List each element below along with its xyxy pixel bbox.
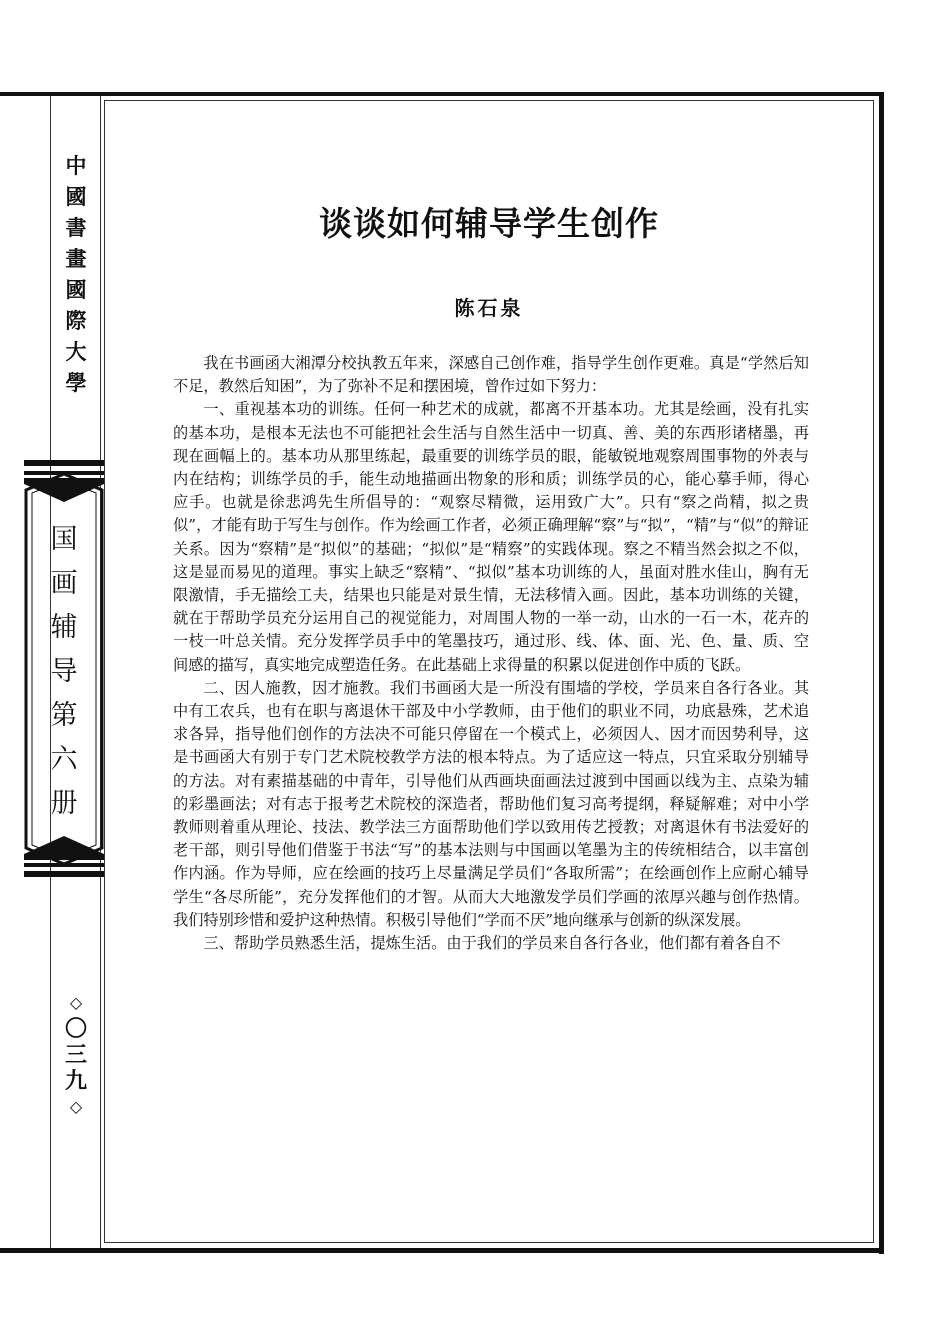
- paragraph: 一、重视基本功的训练。任何一种艺术的成就，都离不开基本功。尤其是绘画，没有扎实的基本功，是根本无法也不可能把社会生活与自然生活中一切真、善、美的东西形诸楮墨，再现在画幅上的。基本功从那里练起，最重要的训练学员的眼，能敏锐地观察周围事物的外表与内在结构；训练学员的手，能生动地描画出物象的形和质；训练学员的心，能心摹手师，得心应手。也就是徐悲鸿先生所倡导的：“观察尽精微，运用致广大”。只有“察之尚精，拟之贵似”，才能有助于写生与创作。作为绘画工作者，必须正确理解“察”与“拟”，“精”与“似”的辩证关系。因为“察精”是“拟似”的基础；“拟似”是“精察”的实践体现。察之不精当然会拟之不似，这是显而易见的道理。事实上缺乏“察精”、“拟似”基本功训练的人，虽面对胜水佳山，胸有无限激情，手无描绘工夫，结果也只能是对景生情，无法移情入画。因此，基本功训练的关键，就在于帮助学员充分运用自己的视觉能力，对周围人物的一举一动，山水的一石一木，花卉的一枝一叶总关情。充分发挥学员手中的笔墨技巧，通过形、线、体、面、光、色、量、质、空间感的描写，真实地完成塑造任务。在此基础上求得量的积累以促进创作中质的飞跃。: [173, 400, 809, 674]
- text-frame-right: [873, 100, 874, 1243]
- page-frame-top: [0, 92, 884, 96]
- school-char: 大: [65, 339, 87, 364]
- school-char: 書: [65, 215, 87, 240]
- banner-char: 画: [50, 568, 78, 599]
- school-char: 國: [65, 184, 87, 209]
- page-number-char: 〇: [64, 1016, 87, 1042]
- page-frame-right: [879, 92, 884, 1254]
- diamond-icon: ◇: [69, 1097, 83, 1116]
- banner-char: 六: [50, 744, 78, 775]
- article-author: 陈石泉: [454, 296, 524, 320]
- school-name: [58, 150, 94, 398]
- text-frame-top: [104, 100, 874, 101]
- paragraph: 二、因人施教，因才施教。我们书画函大是一所没有围墙的学校，学员来自各行各业。其中有工农兵，也有在职与离退休干部及中小学教师，由于他们的职业不同，功底悬殊，艺术追求各异，指导他们创作的方法决不可能只停留在一个模式上，必须因人、因才而因势利导，这是书画函大有别于专门艺术院校教学方法的根本特点。为了适应这一特点，只宜采取分别辅导的方法。对有素描基础的中青年，引导他们从西画块面画法过渡到中国画以线为主、点染为辅的彩墨画法；对有志于报考艺术院校的深造者，帮助他们复习高考提纲，释疑解难；对中小学教师则着重从理论、技法、教学法三方面帮助他们学以致用传艺授教；对离退休有书法爱好的老干部，则引导他们借鉴于书法“写”的基本法则与中国画以笔墨为主的传统相结合，以丰富创作内涵。作为导师，应在绘画的技巧上尽量满足学员们“各取所需”；在绘画创作上应耐心辅导学生“各尽所能”，充分发挥他们的才智。从而大大地激发学员们学画的浓厚兴趣与创作热情。我们特别珍惜和爱护这种热情。积极引导他们“学而不厌”地向继承与创新的纵深发展。: [173, 678, 809, 929]
- diamond-icon: ◇: [69, 993, 83, 1012]
- school-char: 畫: [65, 246, 87, 271]
- school-char: 國: [65, 277, 87, 302]
- paragraph: 我在书画函大湘潭分校执教五年来，深感自己创作难，指导学生创作更难。真是“学然后知不足，教然后知困”，为了弥补不足和摆困境，曾作过如下努力：: [173, 354, 809, 396]
- page-number-char: 三: [64, 1042, 87, 1068]
- banner-char: 第: [50, 700, 78, 731]
- school-char: 際: [65, 308, 87, 333]
- banner-title: [24, 518, 104, 826]
- paragraph: 三、帮助学员熟悉生活，提炼生活。由于我们的学员来自各行各业，他们都有着各自不: [203, 934, 781, 953]
- article-title: 谈谈如何辅导学生创作: [319, 204, 659, 243]
- page-number-char: 九: [64, 1068, 87, 1094]
- text-frame-bottom: [104, 1242, 874, 1243]
- page-number: [56, 990, 96, 1120]
- banner-char: 辅: [50, 612, 78, 643]
- volume-banner: [24, 460, 104, 878]
- page-frame-bottom: [0, 1248, 884, 1253]
- article-body: [173, 352, 809, 955]
- school-char: 中: [65, 153, 87, 178]
- banner-char: 导: [50, 656, 78, 687]
- banner-char: 册: [50, 788, 78, 819]
- school-char: 學: [65, 370, 87, 395]
- text-frame-left: [104, 100, 105, 1243]
- banner-char: 国: [50, 524, 78, 555]
